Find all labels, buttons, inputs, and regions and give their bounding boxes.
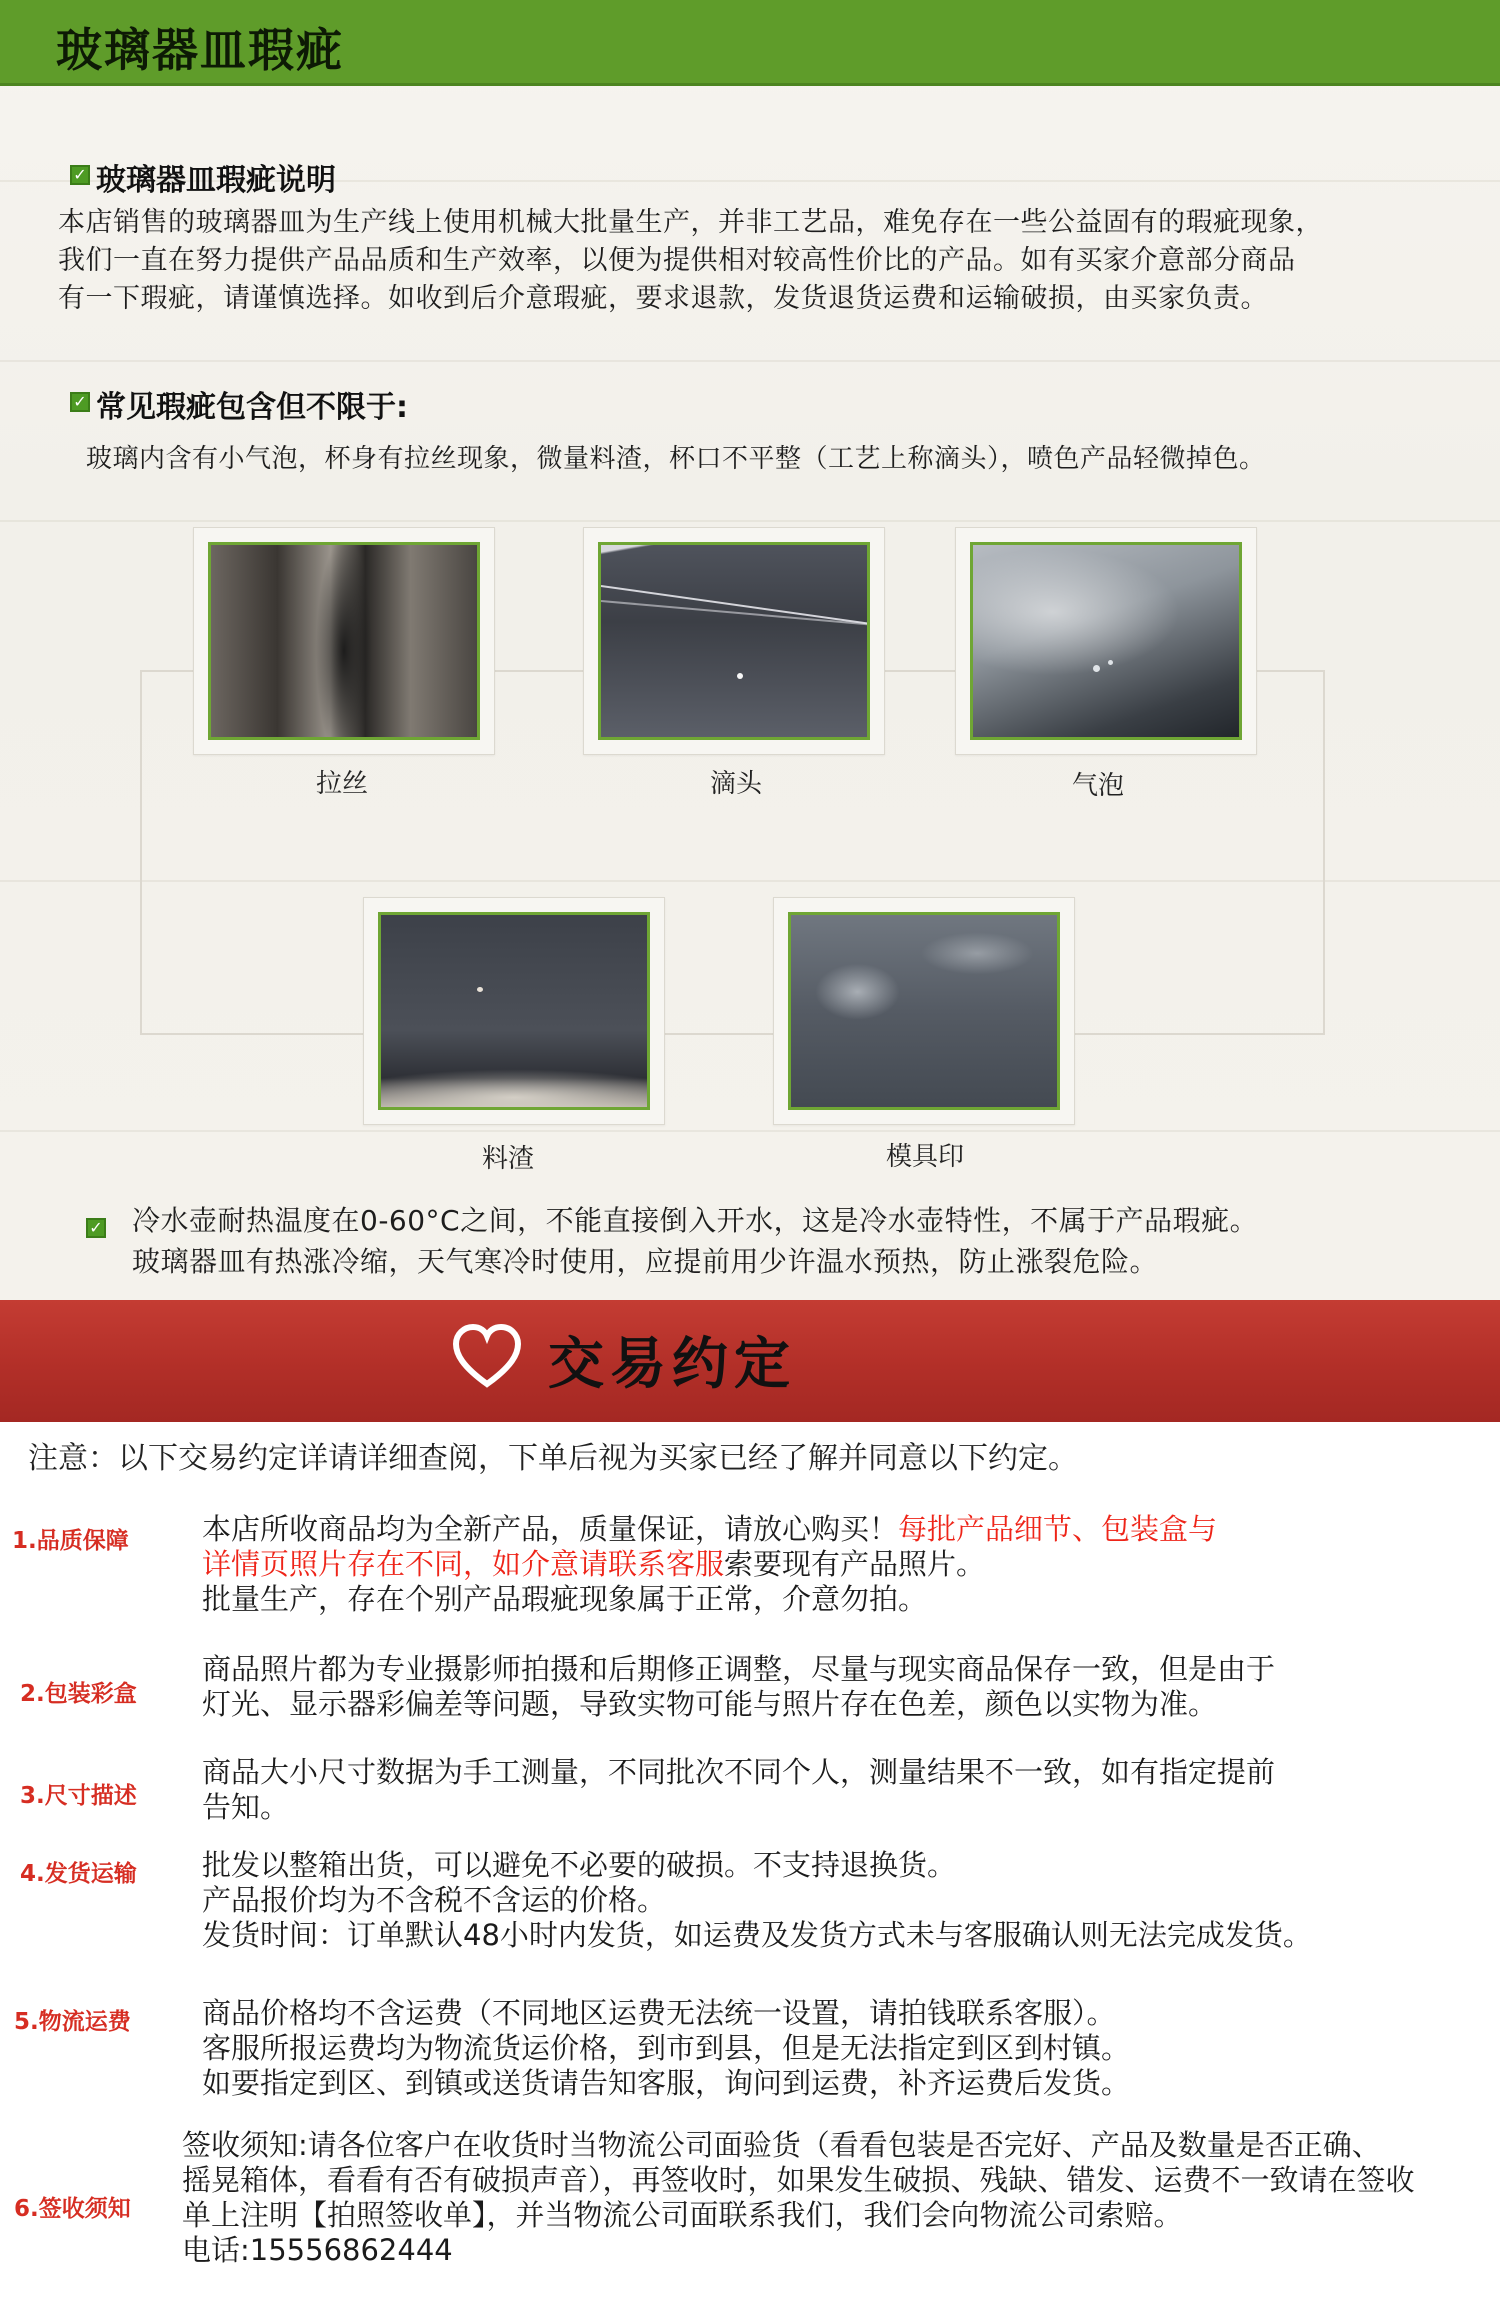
kettle-note bbox=[132, 1200, 1258, 1282]
rule-label-shipping: 4.发货运输 bbox=[20, 1861, 137, 1887]
photo-caption: 模具印 bbox=[886, 1142, 965, 1172]
photo-card bbox=[583, 527, 885, 755]
rule-line-highlight: 详情页照片存在不同，如介意请联系客服 bbox=[202, 1547, 725, 1581]
rule-text-logistics bbox=[202, 1996, 1130, 2101]
rule-text-receipt bbox=[182, 2128, 1415, 2268]
photo-card bbox=[773, 897, 1075, 1125]
common-flaws-text: 玻璃内含有小气泡，杯身有拉丝现象，微量料渣，杯口不平整（工艺上称滴头），喷色产品轻微掉色。 bbox=[86, 444, 1266, 474]
rule-line: 如要指定到区、到镇或送货请告知客服，询问到运费，补齐运费后发货。 bbox=[202, 2066, 1131, 2100]
rule-label-quality: 1.品质保障 bbox=[12, 1528, 129, 1554]
photo-caption: 滴头 bbox=[710, 769, 763, 799]
mojuyin-photo bbox=[788, 912, 1060, 1110]
rule-label-size: 3.尺寸描述 bbox=[20, 1783, 137, 1809]
rule-line: 产品报价均为不含税不含运的价格。 bbox=[202, 1883, 667, 1917]
rule-label-packaging: 2.包装彩盒 bbox=[20, 1681, 137, 1707]
rule-line: 灯光、显示器彩偏差等问题，导致实物可能与照片存在色差，颜色以实物为准。 bbox=[202, 1687, 1218, 1721]
deal-section-title: 交易约定 bbox=[548, 1332, 796, 1397]
rule-line: 批发以整箱出货，可以避免不必要的破损。不支持退换货。 bbox=[202, 1848, 957, 1882]
intro-paragraph bbox=[58, 204, 1323, 318]
rule-line: 批量生产，存在个别产品瑕疵现象属于正常，介意勿拍。 bbox=[202, 1582, 928, 1616]
flaw-section-title: 玻璃器皿瑕疵 bbox=[56, 23, 344, 77]
intro-heading: 玻璃器皿瑕疵说明 bbox=[96, 163, 336, 198]
rule-line: 本店所收商品均为全新产品，质量保证，请放心购买！ bbox=[202, 1512, 899, 1546]
liaozha-photo bbox=[378, 912, 650, 1110]
contact-phone: 电话:15556862444 bbox=[182, 2233, 453, 2267]
connector-line bbox=[140, 1033, 1325, 1035]
connector-line bbox=[1323, 670, 1325, 1035]
photo-card bbox=[955, 527, 1257, 755]
common-flaws-line bbox=[86, 440, 1266, 478]
intro-line: 有一下瑕疵，请谨慎选择。如收到后介意瑕疵，要求退款，发货退货运费和运输破损，由买家负责。 bbox=[58, 283, 1268, 314]
rule-line: 单上注明【拍照签收单】，并当物流公司面联系我们，我们会向物流公司索赔。 bbox=[182, 2198, 1183, 2232]
rule-line: 摇晃箱体，看看有否有破损声音），再签收时，如果发生破损、残缺、错发、运费不一致请在签收 bbox=[182, 2163, 1415, 2197]
rule-text-shipping bbox=[202, 1848, 1312, 1953]
rule-label-logistics: 5.物流运费 bbox=[14, 2009, 131, 2035]
checkbox-icon: ✓ bbox=[70, 392, 90, 412]
deal-notice: 注意：以下交易约定详请详细查阅，下单后视为买家已经了解并同意以下约定。 bbox=[28, 1441, 1078, 1476]
heart-icon bbox=[452, 1322, 522, 1392]
rule-line: 商品照片都为专业摄影师拍摄和后期修正调整，尽量与现实商品保存一致，但是由于 bbox=[202, 1652, 1276, 1686]
common-flaws-heading: 常见瑕疵包含但不限于: bbox=[96, 390, 408, 425]
ditou-photo bbox=[598, 542, 870, 740]
rule-text-size bbox=[202, 1755, 1275, 1825]
photo-card bbox=[363, 897, 665, 1125]
note-line: 玻璃器皿有热涨冷缩，天气寒冷时使用，应提前用少许温水预热，防止涨裂危险。 bbox=[132, 1245, 1159, 1278]
rule-line: 签收须知:请各位客户在收货时当物流公司面验货（看看包装是否完好、产品及数量是否正确、 bbox=[182, 2128, 1381, 2162]
checkbox-icon: ✓ bbox=[86, 1218, 106, 1238]
checkbox-icon: ✓ bbox=[70, 165, 90, 185]
photo-card bbox=[193, 527, 495, 755]
rule-line-highlight: 每批产品细节、包装盒与 bbox=[898, 1512, 1218, 1546]
qipao-photo bbox=[970, 542, 1242, 740]
photo-caption: 气泡 bbox=[1072, 771, 1125, 801]
connector-line bbox=[140, 670, 142, 1035]
rule-text-quality bbox=[202, 1512, 1217, 1617]
flaw-section-header bbox=[0, 0, 1500, 86]
deal-section-header bbox=[0, 1300, 1500, 1422]
rule-text-packaging bbox=[202, 1652, 1275, 1722]
rule-line: 商品大小尺寸数据为手工测量，不同批次不同个人，测量结果不一致，如有指定提前 bbox=[202, 1755, 1276, 1789]
rule-line: 索要现有产品照片。 bbox=[724, 1547, 986, 1581]
rule-label-receipt: 6.签收须知 bbox=[14, 2196, 131, 2222]
photo-caption: 料渣 bbox=[482, 1144, 535, 1174]
lasi-photo bbox=[208, 542, 480, 740]
rule-line: 客服所报运费均为物流货运价格，到市到县，但是无法指定到区到村镇。 bbox=[202, 2031, 1131, 2065]
rule-line: 商品价格均不含运费（不同地区运费无法统一设置，请拍钱联系客服）。 bbox=[202, 1996, 1116, 2030]
intro-line: 我们一直在努力提供产品品质和生产效率，以便为提供相对较高性价比的产品。如有买家介意部分商品 bbox=[58, 245, 1296, 276]
photo-caption: 拉丝 bbox=[316, 769, 369, 799]
rule-line: 告知。 bbox=[202, 1790, 290, 1824]
note-line: 冷水壶耐热温度在0-60°C之间，不能直接倒入开水，这是冷水壶特性，不属于产品瑕疵。 bbox=[132, 1204, 1259, 1237]
rule-line: 发货时间：订单默认48小时内发货，如运费及发货方式未与客服确认则无法完成发货。 bbox=[202, 1918, 1312, 1952]
intro-line: 本店销售的玻璃器皿为生产线上使用机械大批量生产，并非工艺品，难免存在一些公益固有的瑕疵现象， bbox=[58, 207, 1323, 238]
